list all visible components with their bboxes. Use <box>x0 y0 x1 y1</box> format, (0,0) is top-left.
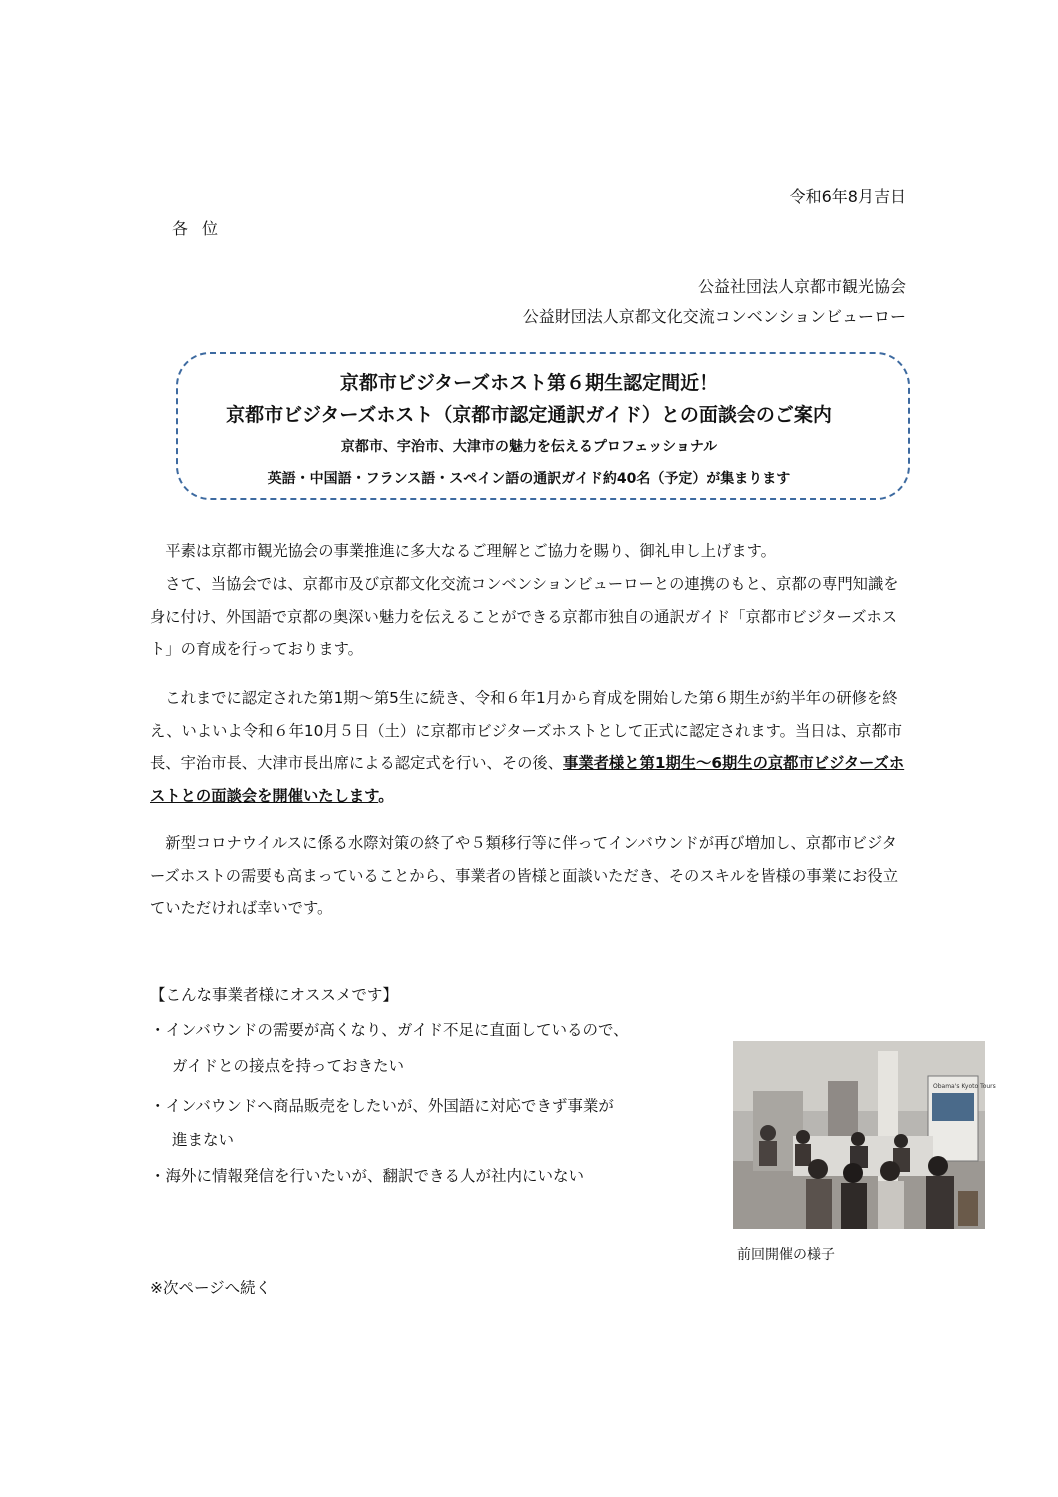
paragraph-text <box>150 682 910 812</box>
body-paragraph-1 <box>150 535 910 568</box>
body-paragraph-4 <box>150 827 910 925</box>
notice-title-1: 京都市ビジターズホスト第６期生認定間近！ <box>339 372 719 394</box>
addressee: 各位 <box>172 219 233 238</box>
paragraph-text: 新型コロナウイルスに係る水際対策の終了や５類移行等に伴ってインバウンドが再び増加し、京都市ビジターズホストの需要も高まっていることから、事業者の皆様と面談いただき、そのスキルを皆様の事業にお役立ていただければ幸いです。 <box>150 834 899 918</box>
recommend-heading: 【こんな事業者様にオススメです】 <box>150 986 398 1004</box>
notice-title-2: 京都市ビジターズホスト（京都市認定通訳ガイド）との面談会のご案内 <box>226 404 832 426</box>
notice-subtitle-2: 英語・中国語・フランス語・スペイン語の通訳ガイド約40名（予定）が集まります <box>267 471 791 487</box>
recommend-item-1: ・インバウンドの需要が高くなり、ガイド不足に直面しているので、 <box>150 1021 629 1039</box>
sender-org-1: 公益社団法人京都市観光協会 <box>697 277 906 296</box>
emphasized-text: 事業者様と第1期生～6期生の京都市ビジターズホストとの面談会を開催いたします <box>150 754 905 805</box>
photo-caption: 前回開催の様子 <box>737 1247 835 1263</box>
emphasized-period: 。 <box>378 786 394 805</box>
recommend-item-2: ・インバウンドへ商品販売をしたいが、外国語に対応できず事業が <box>150 1097 614 1115</box>
recommend-item-1-cont: ガイドとの接点を持っておきたい <box>172 1057 405 1075</box>
document-date: 令和6年8月吉日 <box>789 187 906 206</box>
paragraph-text: さて、当協会では、京都市及び京都文化交流コンベンションビューローとの連携のもと、京都の専門知識を身に付け、外国語で京都の奥深い魅力を伝えることができる京都市独自の通訳ガイド「京都市ビジターズホスト」の育成を行っております。 <box>150 575 899 659</box>
paragraph-text-plain: これまでに認定された第1期～第5生に続き、令和６年1月から育成を開始した第６期生が約半年の研修を終え、いよいよ令和６年10月５日（土）に京都市ビジターズホストとして正式に認定されます。当日は、京都市長、宇治市長、大津市長出席による認定式を行い、その後、 <box>150 689 903 773</box>
notice-subtitle-1: 京都市、宇治市、大津市の魅力を伝えるプロフェッショナル <box>340 439 718 455</box>
poster-text: Obama's Kyoto Tours <box>933 1083 996 1090</box>
recommend-item-2-cont: 進まない <box>172 1131 235 1149</box>
body-paragraph-3 <box>150 682 910 812</box>
continue-note: ※次ページへ続く <box>150 1279 272 1297</box>
recommend-item-3: ・海外に情報発信を行いたいが、翻訳できる人が社内にいない <box>150 1167 585 1185</box>
paragraph-text: 平素は京都市観光協会の事業推進に多大なるご理解とご協力を賜り、御礼申し上げます。 <box>165 542 776 560</box>
body-paragraph-2 <box>150 568 910 666</box>
sender-org-2: 公益財団法人京都文化交流コンベンションビューロー <box>522 307 906 326</box>
event-photo <box>733 1041 996 1229</box>
